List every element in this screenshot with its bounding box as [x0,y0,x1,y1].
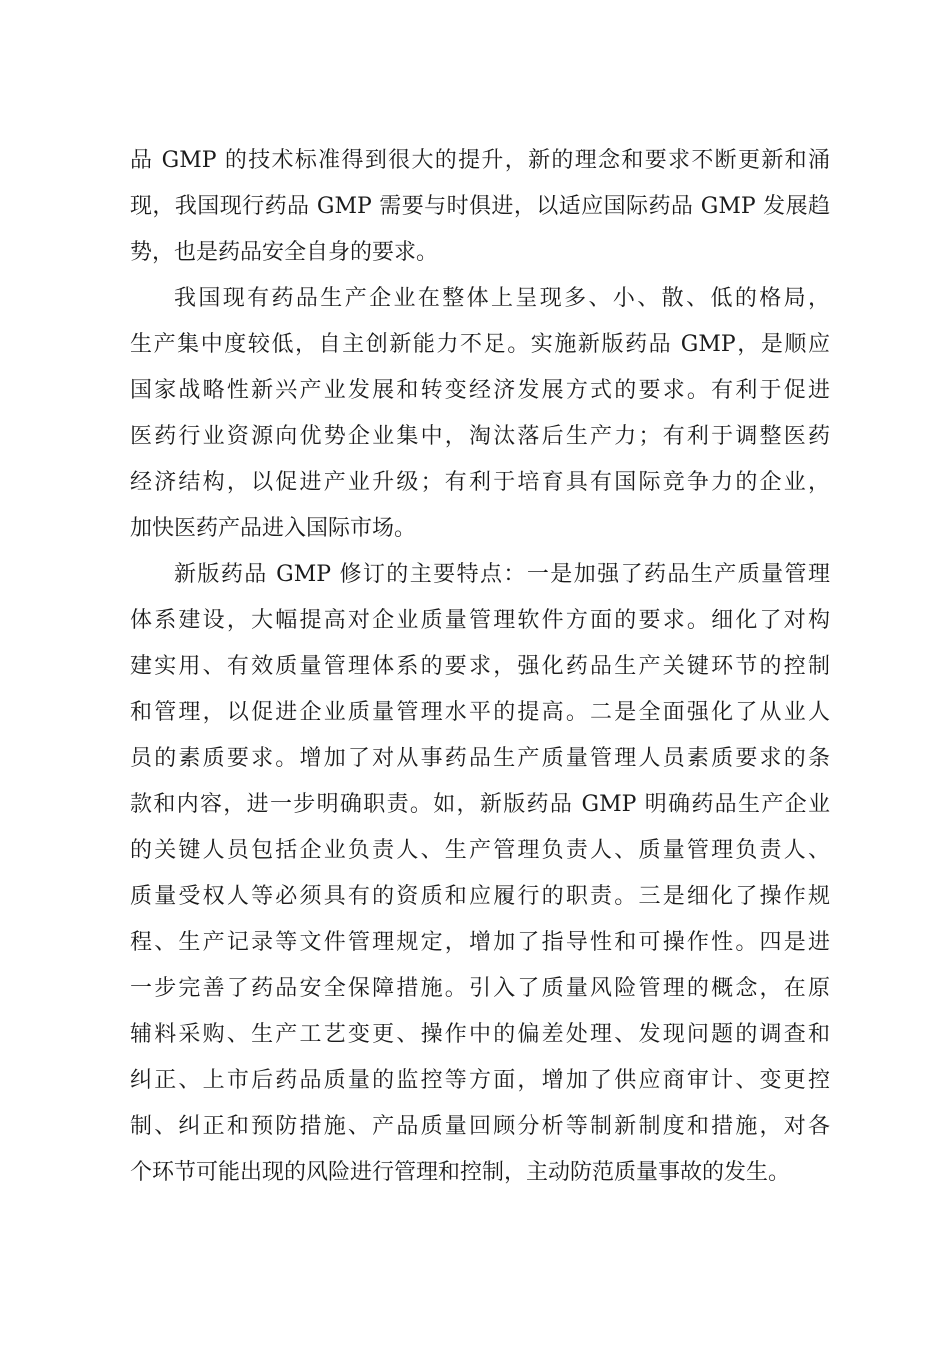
paragraph-line: 纠正、上市后药品质量的监控等方面，增加了供应商审计、变更控 [130,1068,830,1093]
paragraph-line: 款和内容，进一步明确职责。如，新版药品 GMP 明确药品生产企业 [130,792,830,817]
paragraph-line: 经济结构，以促进产业升级；有利于培育具有国际竞争力的企业， [130,470,830,495]
paragraph-line: 的关键人员包括企业负责人、生产管理负责人、质量管理负责人、 [130,838,830,863]
paragraph-line: 加快医药产品进入国际市场。 [130,516,417,541]
paragraph-line: 现，我国现行药品 GMP 需要与时俱进，以适应国际药品 GMP 发展趋 [130,194,831,219]
paragraph-line: 品 GMP 的技术标准得到很大的提升，新的理念和要求不断更新和涌 [130,148,830,173]
document-body [130,138,830,1196]
paragraph-line: 程、生产记录等文件管理规定，增加了指导性和可操作性。四是进 [130,930,830,955]
paragraph-line: 生产集中度较低，自主创新能力不足。实施新版药品 GMP，是顺应 [130,332,830,357]
paragraph-line: 个环节可能出现的风险进行管理和控制，主动防范质量事故的发生。 [130,1160,791,1185]
paragraph-1 [130,138,830,276]
paragraph-line: 辅料采购、生产工艺变更、操作中的偏差处理、发现问题的调查和 [130,1022,830,1047]
paragraph-line: 质量受权人等必须具有的资质和应履行的职责。三是细化了操作规 [130,884,830,909]
paragraph-line: 新版药品 GMP 修订的主要特点：一是加强了药品生产质量管理 [174,562,830,587]
paragraph-line: 医药行业资源向优势企业集中，淘汰落后生产力；有利于调整医药 [130,424,830,449]
paragraph-line: 制、纠正和预防措施、产品质量回顾分析等制新制度和措施，对各 [130,1114,830,1139]
paragraph-line: 国家战略性新兴产业发展和转变经济发展方式的要求。有利于促进 [130,378,830,403]
paragraph-line: 势，也是药品安全自身的要求。 [130,240,439,265]
paragraph-line: 我国现有药品生产企业在整体上呈现多、小、散、低的格局， [174,286,830,311]
paragraph-2 [130,276,830,552]
paragraph-line: 和管理，以促进企业质量管理水平的提高。二是全面强化了从业人 [130,700,830,725]
paragraph-3 [130,552,830,1196]
paragraph-line: 员的素质要求。增加了对从事药品生产质量管理人员素质要求的条 [130,746,830,771]
paragraph-line: 建实用、有效质量管理体系的要求，强化药品生产关键环节的控制 [130,654,830,679]
paragraph-line: 体系建设，大幅提高对企业质量管理软件方面的要求。细化了对构 [130,608,830,633]
paragraph-line: 一步完善了药品安全保障措施。引入了质量风险管理的概念，在原 [130,976,830,1001]
